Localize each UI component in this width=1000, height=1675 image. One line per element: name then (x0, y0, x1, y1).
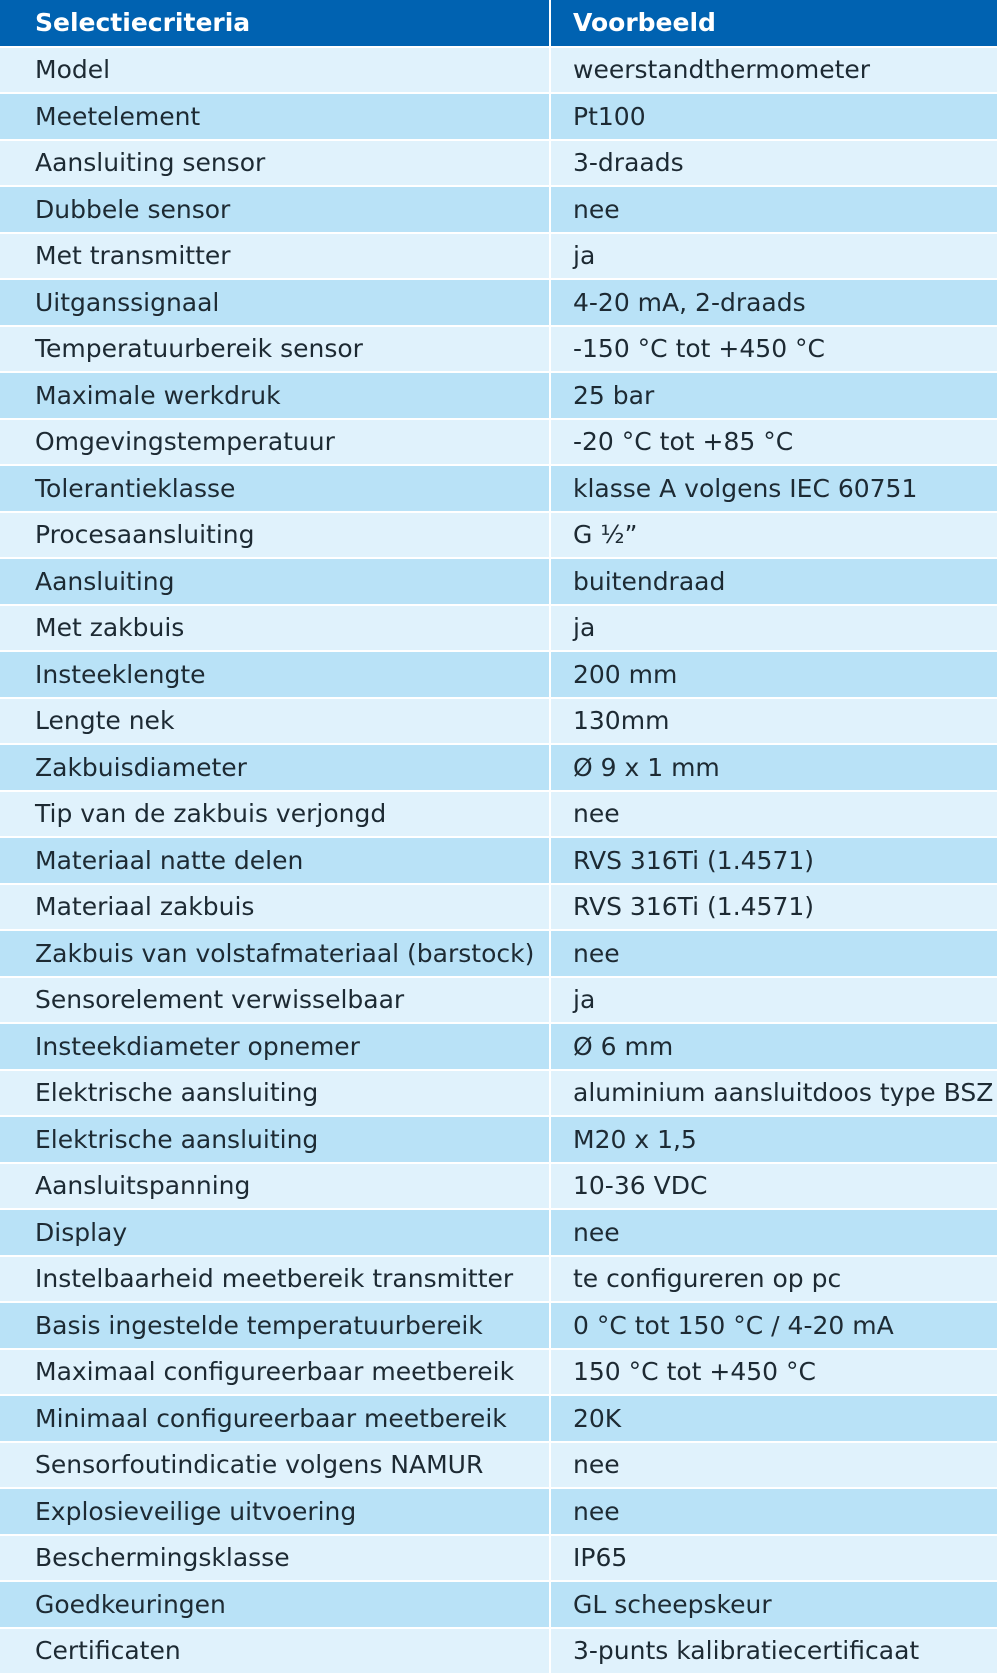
example-cell: -20 °C tot +85 °C (550, 419, 997, 466)
criteria-cell: Aansluiting (0, 558, 550, 605)
criteria-cell: Maximaal configureerbaar meetbereik (0, 1349, 550, 1396)
criteria-cell: Certificaten (0, 1628, 550, 1675)
table-row (0, 651, 997, 698)
criteria-cell: Sensorfoutindicatie volgens NAMUR (0, 1442, 550, 1489)
example-cell: 25 bar (550, 372, 997, 419)
table-row (0, 698, 997, 745)
example-cell: GL scheepskeur (550, 1581, 997, 1628)
example-cell: 130mm (550, 698, 997, 745)
criteria-cell: Zakbuis van volstafmateriaal (barstock) (0, 930, 550, 977)
table-row (0, 465, 997, 512)
example-cell: Pt100 (550, 93, 997, 140)
criteria-cell: Tip van de zakbuis verjongd (0, 791, 550, 838)
criteria-cell: Temperatuurbereik sensor (0, 326, 550, 373)
example-cell: RVS 316Ti (1.4571) (550, 837, 997, 884)
example-cell: 0 °C tot 150 °C / 4-20 mA (550, 1302, 997, 1349)
table-row (0, 1442, 997, 1489)
table-row (0, 419, 997, 466)
table-row (0, 186, 997, 233)
example-cell: buitendraad (550, 558, 997, 605)
criteria-cell: Materiaal zakbuis (0, 884, 550, 931)
criteria-cell: Aansluitspanning (0, 1163, 550, 1210)
criteria-cell: Procesaansluiting (0, 512, 550, 559)
criteria-cell: Zakbuisdiameter (0, 744, 550, 791)
example-cell: nee (550, 1442, 997, 1489)
example-cell: nee (550, 186, 997, 233)
example-cell: 150 °C tot +450 °C (550, 1349, 997, 1396)
criteria-cell: Tolerantieklasse (0, 465, 550, 512)
table-row (0, 1349, 997, 1396)
table-row (0, 744, 997, 791)
table-body (0, 47, 997, 1675)
table-row (0, 1395, 997, 1442)
example-cell: RVS 316Ti (1.4571) (550, 884, 997, 931)
table-row (0, 1070, 997, 1117)
header-example: Voorbeeld (550, 0, 997, 47)
criteria-cell: Explosieveilige uitvoering (0, 1488, 550, 1535)
criteria-cell: Materiaal natte delen (0, 837, 550, 884)
table-row (0, 605, 997, 652)
example-cell: nee (550, 930, 997, 977)
criteria-cell: Basis ingestelde temperatuurbereik (0, 1302, 550, 1349)
table-row (0, 1535, 997, 1582)
table-row (0, 791, 997, 838)
example-cell: klasse A volgens IEC 60751 (550, 465, 997, 512)
example-cell: 4-20 mA, 2-draads (550, 279, 997, 326)
criteria-cell: Omgevingstemperatuur (0, 419, 550, 466)
criteria-cell: Insteeklengte (0, 651, 550, 698)
header-criteria: Selectiecriteria (0, 0, 550, 47)
table-row (0, 977, 997, 1024)
example-cell: ja (550, 605, 997, 652)
criteria-cell: Lengte nek (0, 698, 550, 745)
table-row (0, 1581, 997, 1628)
example-cell: nee (550, 1488, 997, 1535)
example-cell: 10-36 VDC (550, 1163, 997, 1210)
example-cell: G ½” (550, 512, 997, 559)
criteria-cell: Beschermingsklasse (0, 1535, 550, 1582)
example-cell: 20K (550, 1395, 997, 1442)
example-cell: nee (550, 1209, 997, 1256)
table-row (0, 279, 997, 326)
criteria-cell: Instelbaarheid meetbereik transmitter (0, 1256, 550, 1303)
example-cell: 3-punts kalibratiecertificaat (550, 1628, 997, 1675)
example-cell: -150 °C tot +450 °C (550, 326, 997, 373)
table-row (0, 1163, 997, 1210)
table-row (0, 47, 997, 94)
table-row (0, 1488, 997, 1535)
criteria-cell: Display (0, 1209, 550, 1256)
table-row (0, 1256, 997, 1303)
criteria-cell: Uitganssignaal (0, 279, 550, 326)
table-row (0, 512, 997, 559)
criteria-cell: Elektrische aansluiting (0, 1070, 550, 1117)
criteria-cell: Elektrische aansluiting (0, 1116, 550, 1163)
criteria-cell: Sensorelement verwisselbaar (0, 977, 550, 1024)
criteria-cell: Maximale werkdruk (0, 372, 550, 419)
table-row (0, 233, 997, 280)
criteria-cell: Goedkeuringen (0, 1581, 550, 1628)
table-row (0, 1116, 997, 1163)
example-cell: IP65 (550, 1535, 997, 1582)
header-row (0, 0, 997, 47)
example-cell: Ø 6 mm (550, 1023, 997, 1070)
example-cell: ja (550, 977, 997, 1024)
table-row (0, 558, 997, 605)
table-row (0, 884, 997, 931)
example-cell: 3-draads (550, 140, 997, 187)
example-cell: aluminium aansluitdoos type BSZ (550, 1070, 997, 1117)
criteria-cell: Model (0, 47, 550, 94)
table-row (0, 1209, 997, 1256)
criteria-cell: Met transmitter (0, 233, 550, 280)
example-cell: nee (550, 791, 997, 838)
table-row (0, 837, 997, 884)
criteria-cell: Minimaal configureerbaar meetbereik (0, 1395, 550, 1442)
table-row (0, 1302, 997, 1349)
criteria-cell: Met zakbuis (0, 605, 550, 652)
criteria-cell: Aansluiting sensor (0, 140, 550, 187)
table-row (0, 930, 997, 977)
table-row (0, 93, 997, 140)
criteria-cell: Meetelement (0, 93, 550, 140)
table-row (0, 326, 997, 373)
table-row (0, 1023, 997, 1070)
example-cell: weerstandthermometer (550, 47, 997, 94)
table-header (0, 0, 997, 47)
table-row (0, 1628, 997, 1675)
table-row (0, 372, 997, 419)
example-cell: M20 x 1,5 (550, 1116, 997, 1163)
criteria-cell: Insteekdiameter opnemer (0, 1023, 550, 1070)
example-cell: ja (550, 233, 997, 280)
table-row (0, 140, 997, 187)
criteria-cell: Dubbele sensor (0, 186, 550, 233)
example-cell: 200 mm (550, 651, 997, 698)
example-cell: te configureren op pc (550, 1256, 997, 1303)
example-cell: Ø 9 x 1 mm (550, 744, 997, 791)
